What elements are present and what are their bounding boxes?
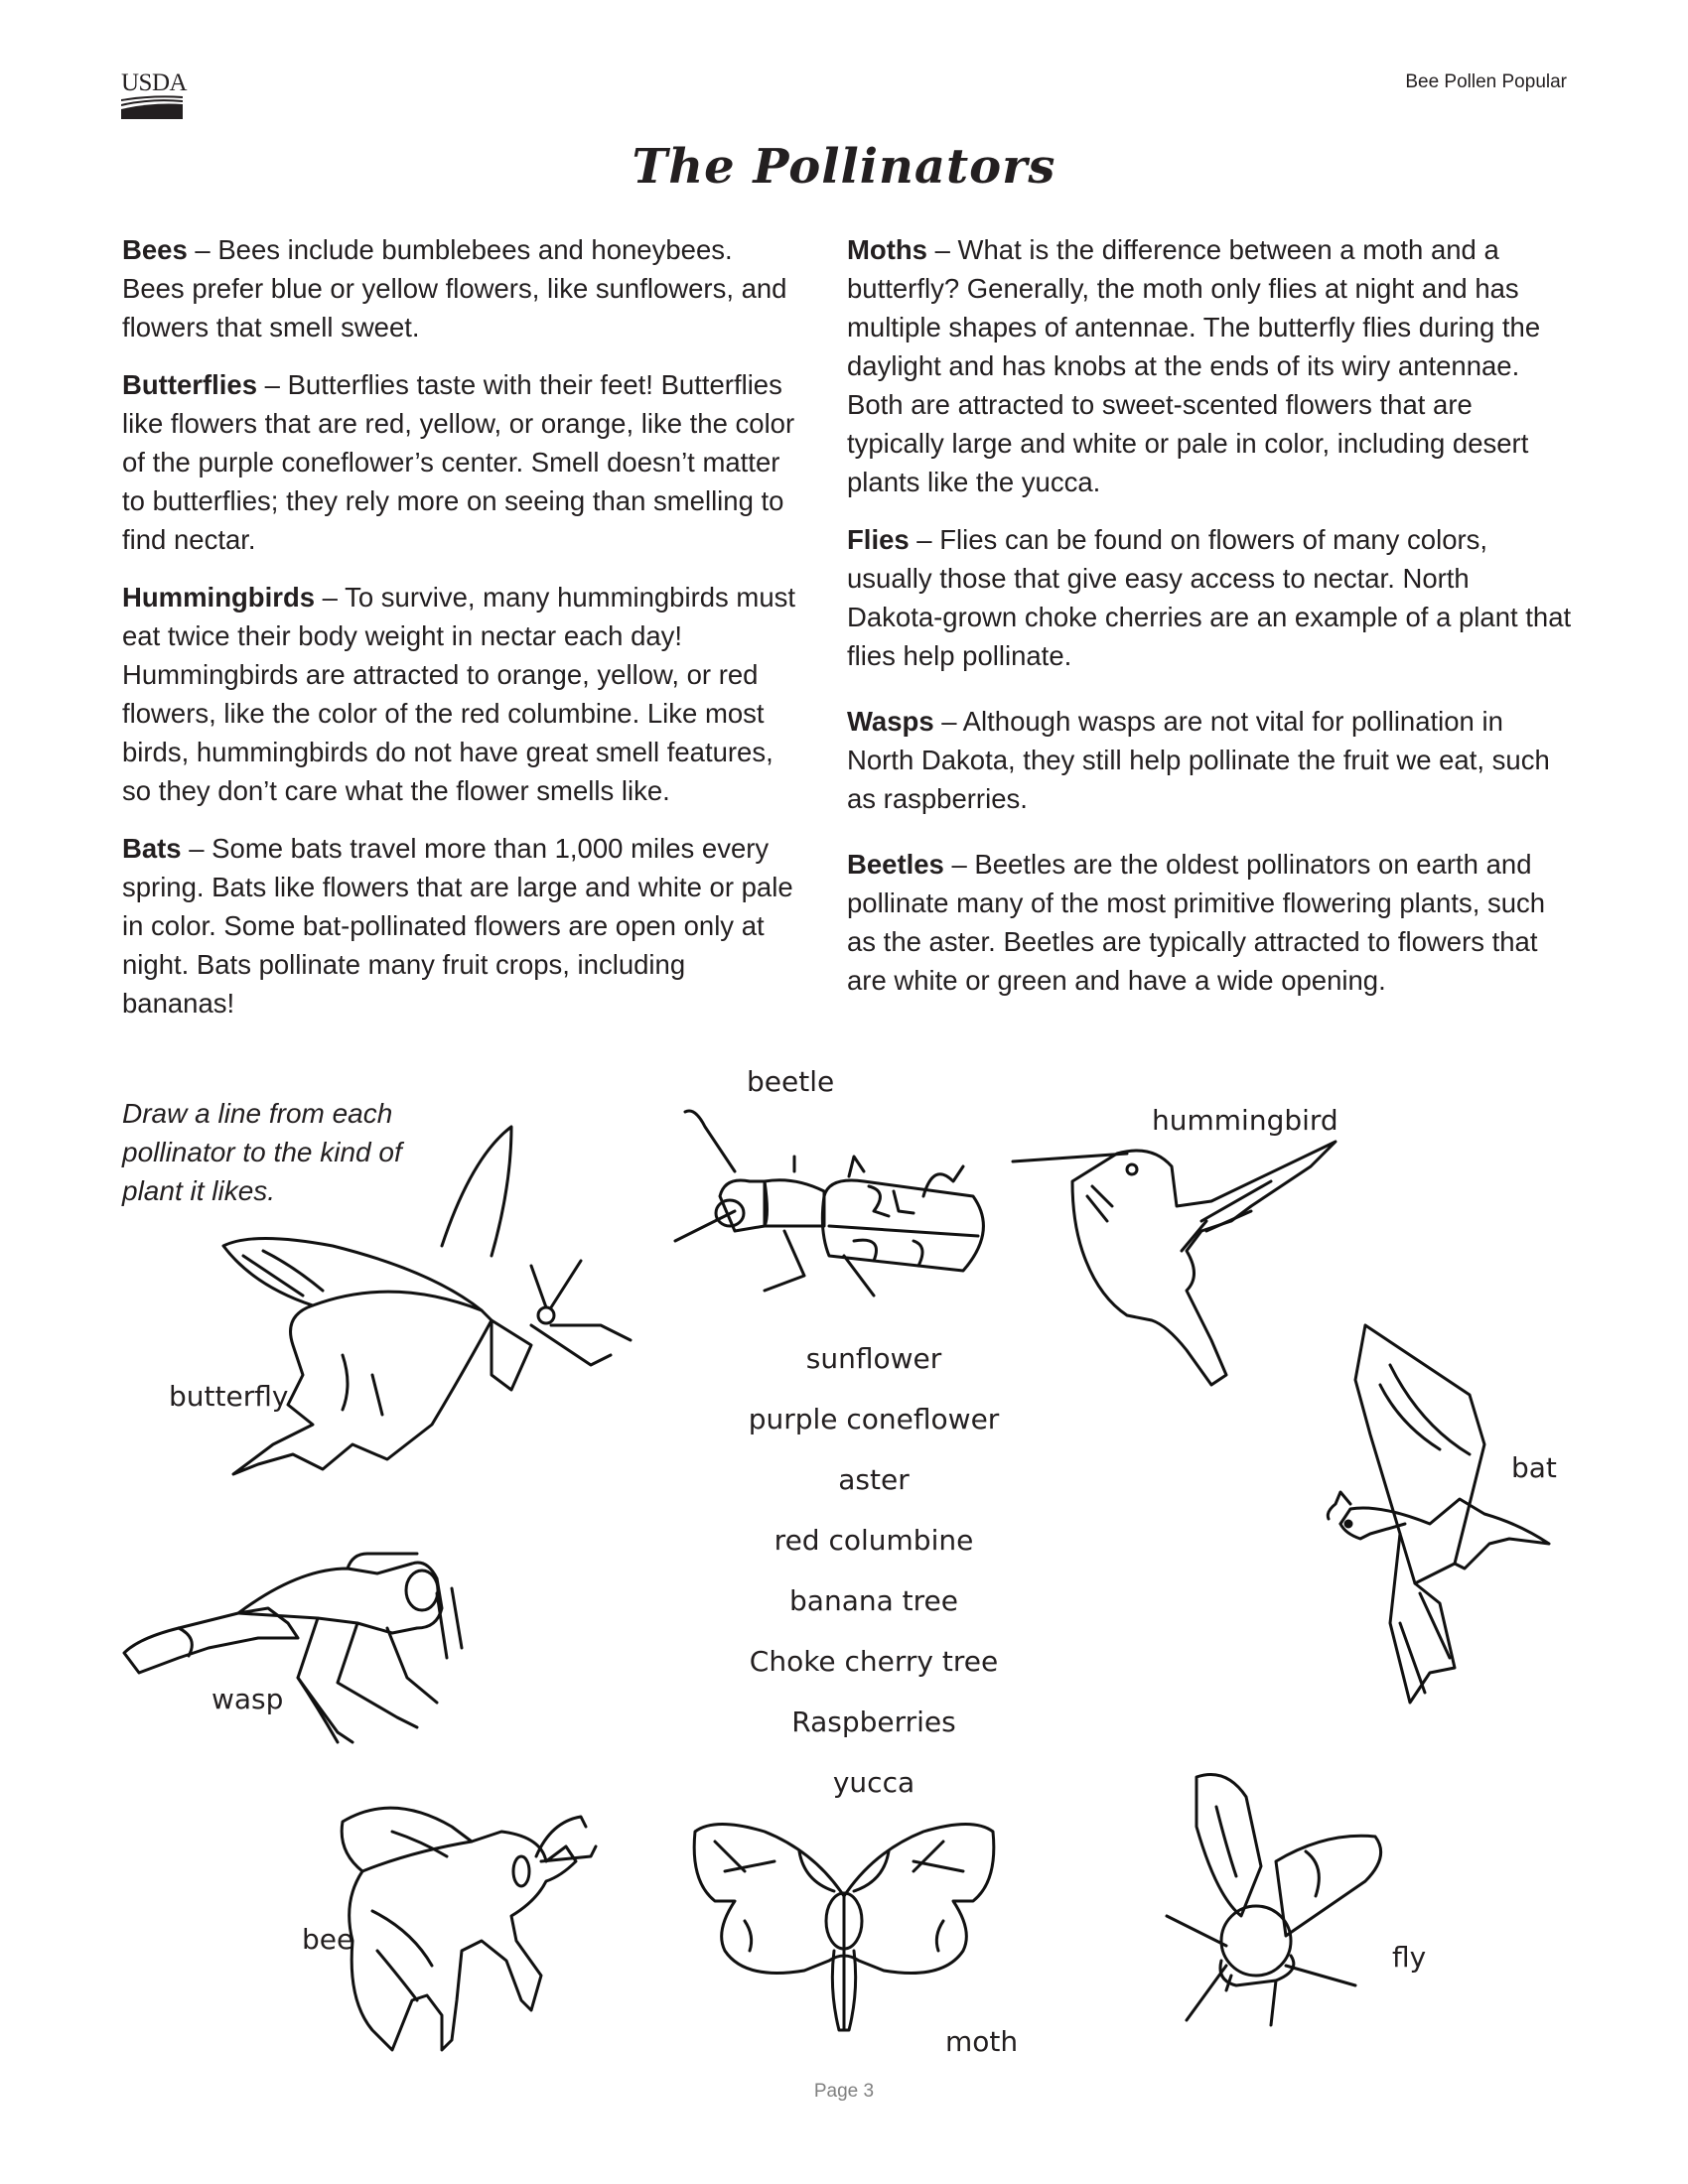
heading-hummingbirds: Hummingbirds	[122, 582, 316, 613]
paragraph-bats	[122, 829, 797, 1023]
hummingbird-icon[interactable]	[1013, 1122, 1350, 1420]
paragraph-hummingbirds	[122, 578, 797, 810]
heading-flies: Flies	[847, 524, 910, 555]
plant-item[interactable]: aster	[838, 1463, 910, 1496]
usda-logo	[121, 69, 189, 119]
fly-icon[interactable]	[1127, 1767, 1405, 1995]
text-hummingbirds: – To survive, many hummingbirds must eat twice their body weight in nectar each day! Hummingbirds are attracted to orange, yellow, or red flowers, like the color of the red columbine. Like most birds, hummingbirds do not have great smell features, so they don’t care what the flower smells like.	[122, 582, 796, 806]
label-beetle: beetle	[747, 1065, 835, 1098]
text-wasps: – Although wasps are not vital for pollination in North Dakota, they still help pollinate the fruit we eat, such as raspberries.	[847, 706, 1550, 814]
plant-item[interactable]: Choke cherry tree	[749, 1645, 999, 1678]
paragraph-flies	[847, 520, 1572, 675]
beetle-icon[interactable]	[655, 1102, 993, 1300]
plant-item[interactable]: yucca	[832, 1766, 915, 1799]
heading-beetles: Beetles	[847, 849, 944, 880]
paragraph-moths	[847, 230, 1572, 501]
text-flies: – Flies can be found on flowers of many colors, usually those that give easy access to nectar. North Dakota-grown choke cherries are an example of a plant that flies help pollinate.	[847, 524, 1572, 671]
page-number: Page 3	[813, 2081, 875, 2102]
wasp-icon[interactable]	[119, 1509, 496, 1757]
butterfly-icon[interactable]	[213, 1127, 640, 1484]
label-butterfly: butterfly	[169, 1380, 289, 1413]
label-bat: bat	[1511, 1451, 1557, 1484]
label-bee: bee	[302, 1923, 354, 1956]
moth-icon[interactable]	[685, 1812, 1003, 2040]
page-title: The Pollinators	[632, 139, 1056, 195]
paragraph-butterflies	[122, 365, 797, 559]
plant-item[interactable]: red columbine	[774, 1524, 974, 1557]
document-header-title: Bee Pollen Popular	[1405, 71, 1567, 92]
left-column	[122, 230, 797, 1041]
plant-item[interactable]: sunflower	[805, 1342, 942, 1375]
heading-bees: Bees	[122, 234, 188, 265]
heading-wasps: Wasps	[847, 706, 934, 737]
paragraph-wasps	[847, 702, 1572, 818]
text-bats: – Some bats travel more than 1,000 miles every spring. Bats like flowers that are large and white or pale in color. Some bat-pollinated flowers are open only at night. Bats pollinate many fruit crops, including bananas!	[122, 833, 793, 1019]
paragraph-beetles	[847, 845, 1572, 1000]
plant-list	[695, 1340, 1053, 1825]
text-bees: – Bees include bumblebees and honeybees. Bees prefer blue or yellow flowers, like sunflowers, and flowers that smell sweet.	[122, 234, 787, 342]
text-beetles: – Beetles are the oldest pollinators on earth and pollinate many of the most primitive flowering plants, such as the aster. Beetles are typically attracted to flowers that are white or green and have a wide opening.	[847, 849, 1546, 996]
plant-item[interactable]: purple coneflower	[748, 1403, 1000, 1435]
plant-item[interactable]: banana tree	[789, 1584, 958, 1617]
label-fly: fly	[1392, 1941, 1427, 1974]
heading-moths: Moths	[847, 234, 927, 265]
heading-bats: Bats	[122, 833, 182, 864]
bee-icon[interactable]	[333, 1802, 611, 2070]
activity-instructions: Draw a line from each pollinator to the kind of plant it likes.	[122, 1098, 402, 1206]
label-wasp: wasp	[211, 1683, 284, 1715]
text-moths: – What is the difference between a moth and a butterfly? Generally, the moth only flies at night and has multiple shapes of antennae. The butterfly flies during the daylight and has knobs at the ends of its wiry antennae. Both are attracted to sweet-scented flowers that are typically large and white or pale in color, including desert plants like the yucca.	[847, 234, 1541, 497]
bat-icon[interactable]	[1321, 1325, 1569, 1712]
label-moth: moth	[945, 2025, 1019, 2058]
usda-landscape-icon	[121, 95, 183, 119]
usda-logo-text: USDA	[121, 69, 188, 96]
paragraph-bees	[122, 230, 797, 346]
plant-item[interactable]: Raspberries	[791, 1706, 956, 1738]
text-butterflies: – Butterflies taste with their feet! Butterflies like flowers that are red, yellow, or orange, like the color of the purple coneflower’s center. Smell doesn’t matter to butterflies; they rely more on seeing than smelling to find nectar.	[122, 369, 795, 555]
heading-butterflies: Butterflies	[122, 369, 257, 400]
label-hummingbird: hummingbird	[1152, 1104, 1338, 1137]
right-column	[847, 230, 1572, 1019]
